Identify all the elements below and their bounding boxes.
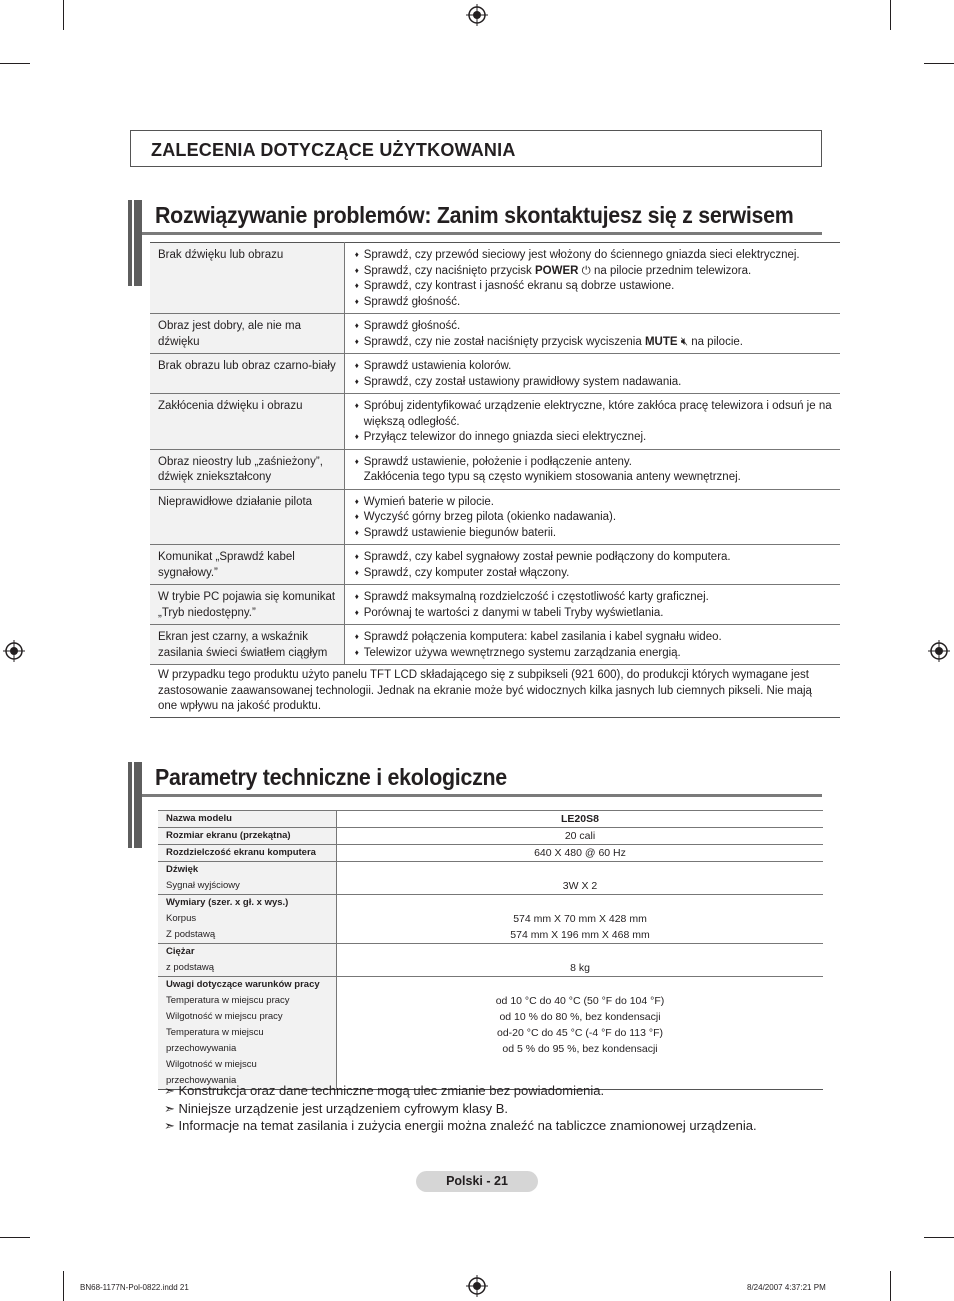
troubleshoot-row [150, 314, 840, 354]
bullet-icon: ♦ [354, 607, 359, 617]
bullet-icon: ♦ [354, 321, 359, 330]
bullet-icon: ♦ [354, 296, 359, 306]
problem-text: Ekran jest czarny, a wskaźnik [158, 631, 308, 643]
solution-item [355, 279, 832, 295]
spec-label: Temperatura w miejscu przechowywania [166, 1027, 264, 1054]
troubleshoot-note-row [150, 665, 840, 718]
problem-text: dźwięku [158, 335, 200, 348]
bullet-icon: ♦ [354, 265, 359, 275]
spec-value [345, 862, 815, 878]
spec-value: 640 X 480 @ 60 Hz [534, 847, 626, 859]
solution-item [355, 430, 832, 446]
solution-item [355, 590, 832, 606]
solution-text: Wyczyść górny brzeg pilota (okienko nadawania). [363, 511, 617, 523]
problem-text: Zakłócenia dźwięku i obrazu [158, 400, 303, 412]
spec-row [158, 862, 823, 895]
solution-cell [344, 585, 839, 625]
solution-text: Sprawdź, czy przewód sieciowy jest włożony do ściennego gniazda sieci elektrycznej. [363, 249, 800, 261]
solution-text: Sprawdź, czy został ustawiony prawidłowy system nadawania. [363, 375, 682, 388]
spec-label: Nazwa modelu [166, 813, 232, 824]
solution-text: Telewizor używa wewnętrznego systemu zarządzania energią. [363, 646, 681, 659]
problem-text: Nieprawidłowe działanie pilota [158, 495, 313, 508]
note-text: Konstrukcja oraz dane techniczne mogą ulec zmianie bez powiadomienia. [178, 1083, 605, 1098]
solution-text: Sprawdź ustawienie biegunów baterii. [363, 526, 557, 539]
bullet-icon: ♦ [354, 336, 359, 346]
solution-text: na pilocie przednim telewizora. [593, 264, 752, 277]
problem-text: Komunikat „Sprawdź kabel [158, 551, 295, 563]
solution-cell [344, 314, 839, 354]
button-name: MUTE [644, 335, 678, 348]
bullet-icon: ♦ [354, 496, 359, 506]
arrow-bullet-icon: ➣ [164, 1100, 179, 1116]
bullet-icon: ♦ [354, 361, 359, 370]
solution-text: Sprawdź, czy nie został naciśnięty przycisk wyciszenia [363, 335, 642, 348]
solution-cell [344, 625, 839, 665]
problem-text: dźwięk zniekształcony [158, 471, 272, 483]
problem-cell [150, 585, 344, 625]
crop-mark [63, 0, 64, 30]
crop-mark [924, 63, 954, 64]
page-number-badge: Polski - 21 [416, 1171, 538, 1192]
troubleshoot-note: W przypadku tego produktu użyto panelu TFT LCD składającego się z subpikseli (921 600), do produkcji których wymagane jest zastosowanie zaawansowanej technologii. Jednak na ekranie może być widocznych kilka jasnych lub ciemnych pikseli. Nie mają one wpływu na jakość produktu. [150, 665, 840, 718]
spec-label: Rozmiar ekranu (przekątna) [166, 830, 291, 841]
heading-bar [128, 762, 142, 848]
spec-value: od 10 °C do 40 °C (50 °F do 104 °F) [495, 995, 665, 1007]
solution-item [355, 399, 832, 415]
solution-item [355, 359, 832, 375]
bullet-icon: ♦ [354, 512, 359, 521]
solution-cell [344, 449, 839, 489]
solution-item [355, 375, 832, 391]
spec-label: Z podstawą [166, 929, 216, 940]
solution-cell [344, 545, 839, 585]
solution-item [355, 455, 832, 471]
bullet-icon: ♦ [354, 647, 359, 657]
solution-item [355, 319, 832, 335]
bullet-icon: ♦ [354, 456, 359, 466]
spec-value-cell [337, 845, 824, 862]
specs-title: Parametry techniczne i ekologiczne [155, 764, 507, 790]
solution-item [355, 248, 832, 264]
solution-text: Sprawdź ustawienie, położenie i podłączenie anteny. [363, 455, 632, 468]
note-item [164, 1100, 757, 1118]
heading-bar [128, 200, 142, 286]
spec-label: Uwagi dotyczące warunków pracy [166, 979, 320, 990]
troubleshoot-title: Rozwiązywanie problemów: Zanim skontaktujesz się z serwisem [155, 202, 794, 228]
problem-text: Obraz nieostry lub „zaśnieżony”, [158, 455, 323, 468]
problem-text: zasilania świeci światłem ciągłym [158, 646, 328, 659]
spec-row [158, 895, 823, 944]
solution-cell [344, 489, 839, 545]
problem-cell [150, 243, 344, 314]
spec-label: Rozdzielczość ekranu komputera [166, 847, 316, 858]
specs-table [158, 810, 823, 1090]
troubleshoot-row [150, 449, 840, 489]
problem-text: „Tryb niedostępny.” [158, 606, 256, 619]
spec-row [158, 845, 823, 862]
spec-value: 3W X 2 [562, 880, 598, 892]
solution-item [355, 646, 832, 662]
spec-label: Wilgotność w miejscu przechowywania [166, 1059, 257, 1086]
registration-mark-icon [466, 1275, 488, 1297]
solution-item [355, 470, 832, 486]
problem-text: W trybie PC pojawia się komunikat [158, 591, 336, 603]
crop-mark [890, 0, 891, 30]
bullet-icon: ♦ [354, 432, 359, 441]
note-text: Informacje na temat zasilania i zużycia energii można znaleźć na tabliczce znamionowej urządzenia. [178, 1118, 757, 1133]
spec-label: z podstawą [166, 962, 215, 973]
bullet-icon: ♦ [354, 281, 359, 290]
solution-item [355, 526, 832, 542]
spec-value-cell [337, 862, 824, 895]
solution-cell [344, 394, 839, 450]
spec-row [158, 944, 823, 977]
solution-text: Sprawdź, czy naciśnięto przycisk [363, 264, 532, 277]
solution-text: Sprawdź głośność. [363, 320, 461, 332]
bullet-icon: ♦ [354, 527, 359, 537]
spec-label: Wymiary (szer. x gł. x wys.) [166, 897, 289, 908]
spec-value: od 10 % do 80 %, bez kondensacji [499, 1011, 661, 1023]
solution-text: Sprawdź, czy kontrast i jasność ekranu są dobrze ustawione. [363, 280, 675, 292]
troubleshoot-row [150, 545, 840, 585]
bullet-icon: ♦ [354, 567, 359, 577]
solution-text: większą odległość. [363, 415, 460, 428]
solution-text: na pilocie. [691, 335, 743, 348]
bullet-icon: ♦ [354, 401, 359, 410]
heading-rule [142, 794, 822, 797]
spec-row-model [158, 811, 823, 828]
troubleshoot-row [150, 243, 840, 314]
spec-value: od-20 °C do 45 °C (-4 °F do 113 °F) [496, 1027, 663, 1039]
spec-value-cell [337, 895, 824, 944]
solution-text: Sprawdź ustawienia kolorów. [363, 360, 512, 372]
spec-value: 574 mm X 196 mm X 468 mm [510, 929, 650, 941]
registration-mark-icon [3, 640, 25, 662]
spec-label: Wilgotność w miejscu pracy [166, 1011, 283, 1022]
bullet-icon: ♦ [354, 552, 359, 561]
registration-mark-icon [466, 4, 488, 26]
solution-text: Przyłącz telewizor do innego gniazda sieci elektrycznej. [363, 431, 647, 443]
solution-item [355, 295, 832, 311]
spec-label: Dźwięk [166, 864, 199, 875]
button-name: POWER [535, 264, 579, 277]
arrow-bullet-icon: ➣ [164, 1083, 179, 1098]
solution-cell [344, 243, 839, 314]
solution-item [355, 415, 832, 431]
timestamp-slug: 8/24/2007 4:37:21 PM [747, 1283, 826, 1292]
solution-item [355, 566, 832, 582]
problem-cell [150, 394, 344, 450]
troubleshoot-row [150, 394, 840, 450]
solution-text: Sprawdź głośność. [363, 295, 461, 308]
note-item [164, 1117, 757, 1135]
spec-label-cell [158, 977, 337, 1090]
solution-item [355, 264, 832, 280]
spec-value: 574 mm X 70 mm X 428 mm [513, 913, 647, 925]
spec-value [345, 895, 815, 911]
spec-value [345, 977, 815, 993]
spec-label: Temperatura w miejscu pracy [166, 995, 290, 1006]
file-slug: BN68-1177N-Pol-0822.indd 21 [80, 1283, 189, 1292]
solution-text: Wymień baterie w pilocie. [363, 495, 494, 508]
spec-value-cell [337, 828, 824, 845]
heading-rule [142, 232, 822, 235]
crop-mark [0, 63, 30, 64]
problem-cell [150, 314, 344, 354]
solution-text: Sprawdź maksymalną rozdzielczość i częstotliwość karty graficznej. [363, 591, 709, 603]
spec-value-cell [337, 977, 824, 1090]
solution-item [355, 550, 832, 566]
spec-label: Ciężar [166, 946, 195, 957]
spec-label: Korpus [166, 913, 197, 924]
spec-label-cell [158, 811, 337, 828]
problem-cell [150, 489, 344, 545]
problem-cell [150, 354, 344, 394]
notes-list [164, 1082, 757, 1135]
spec-model-value: LE20S8 [561, 813, 599, 825]
problem-text: Obraz jest dobry, ale nie ma [158, 320, 301, 332]
bullet-icon: ♦ [354, 632, 359, 641]
troubleshoot-table [150, 242, 840, 718]
solution-item [355, 630, 832, 646]
solution-item [355, 495, 832, 511]
solution-text: Porównaj te wartości z danymi w tabeli Tryby wyświetlania. [363, 606, 664, 619]
solution-text: Spróbuj zidentyfikować urządzenie elektryczne, które zakłóca pracę telewizora i odsuń je na [363, 400, 832, 412]
bullet-icon: ♦ [354, 376, 359, 386]
spec-row [158, 828, 823, 845]
spec-label-cell [158, 828, 337, 845]
spec-label-cell [158, 895, 337, 944]
crop-mark [924, 1237, 954, 1238]
solution-text: Sprawdź połączenia komputera: kabel zasilania i kabel sygnału wideo. [363, 631, 722, 643]
section-header-box [130, 130, 822, 167]
solution-item [355, 510, 832, 526]
spec-value: 8 kg [570, 962, 590, 974]
power-icon: ⏻ [581, 264, 591, 277]
mute-icon: 🔇︎ [680, 335, 688, 348]
problem-text: Brak dźwięku lub obrazu [158, 249, 284, 261]
crop-mark [63, 1271, 64, 1301]
problem-text: Brak obrazu lub obraz czarno-biały [158, 360, 336, 372]
spec-label-cell [158, 845, 337, 862]
solution-item [355, 335, 832, 351]
spec-value [345, 944, 815, 960]
troubleshoot-row [150, 489, 840, 545]
spec-value: od 5 % do 95 %, bez kondensacji [502, 1043, 658, 1055]
crop-mark [0, 1237, 30, 1238]
registration-mark-icon [928, 640, 950, 662]
spec-value: 20 cali [564, 830, 596, 842]
solution-cell [344, 354, 839, 394]
bullet-icon: ♦ [354, 592, 359, 601]
bullet-icon: ♦ [354, 250, 359, 259]
spec-label: Sygnał wyjściowy [166, 880, 240, 891]
problem-cell [150, 625, 344, 665]
spec-value-cell [337, 811, 824, 828]
crop-mark [890, 1271, 891, 1301]
note-item [164, 1082, 757, 1100]
problem-cell [150, 449, 344, 489]
arrow-bullet-icon: ➣ [164, 1118, 179, 1133]
solution-text: Sprawdź, czy komputer został włączony. [363, 566, 570, 579]
spec-label-cell [158, 944, 337, 977]
spec-row [158, 977, 823, 1090]
troubleshoot-row [150, 625, 840, 665]
troubleshoot-row [150, 354, 840, 394]
problem-text: sygnałowy.” [158, 566, 218, 579]
spec-value-cell [337, 944, 824, 977]
solution-item [355, 606, 832, 622]
problem-cell [150, 545, 344, 585]
solution-text: Sprawdź, czy kabel sygnałowy został pewnie podłączony do komputera. [363, 551, 731, 563]
solution-text: Zakłócenia tego typu są często wynikiem stosowania anteny wewnętrznej. [363, 471, 741, 483]
spec-label-cell [158, 862, 337, 895]
note-text: Niniejsze urządzenie jest urządzeniem cyfrowym klasy B. [178, 1100, 508, 1116]
troubleshoot-row [150, 585, 840, 625]
section-header: ZALECENIA DOTYCZĄCE UŻYTKOWANIA [151, 140, 516, 160]
